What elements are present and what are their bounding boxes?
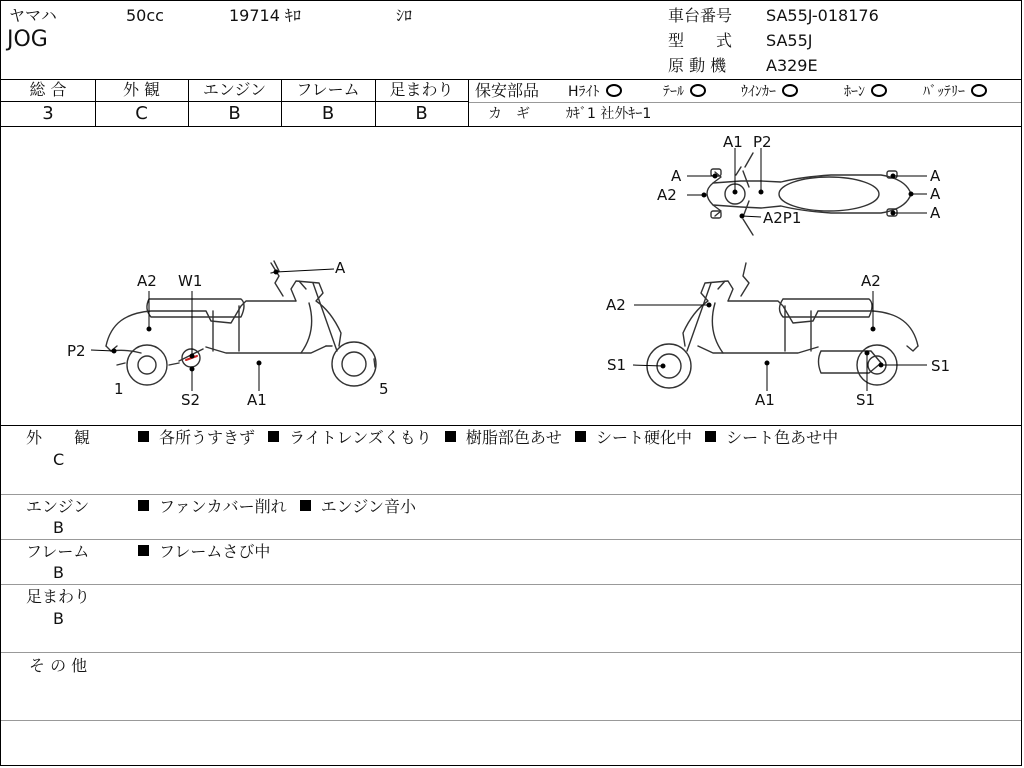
- displacement: 50cc: [126, 6, 164, 25]
- scooter-damage-diagram: [1, 127, 1022, 425]
- frame-grade: B: [321, 103, 335, 124]
- suspension-grade: B: [415, 103, 428, 124]
- note-item: エンジン音小: [320, 497, 416, 516]
- ok-circle-icon: [971, 84, 987, 97]
- damage-label: S1: [931, 357, 951, 375]
- ok-circle-icon: [606, 84, 622, 97]
- frame-no-value: SA55J-018176: [766, 6, 879, 25]
- key-label: カ ギ: [488, 106, 530, 122]
- divider: [1, 101, 469, 102]
- scooter-top-view: [707, 153, 911, 235]
- damage-label: A1: [723, 133, 743, 151]
- suspension-grade-label: 足まわり: [389, 80, 454, 99]
- divider: [1, 494, 1022, 495]
- mileage: 19714 ｷﾛ: [229, 6, 301, 25]
- damage-label: A: [930, 167, 941, 185]
- damage-label: A2: [861, 272, 881, 290]
- type-value: SA55J: [766, 31, 813, 50]
- safety-item-horn: [844, 84, 887, 99]
- type-label: 型 式: [668, 31, 733, 50]
- note-item: ファンカバー削れ: [159, 497, 287, 516]
- divider: [1, 425, 1022, 426]
- suspension-notes-grade: B: [53, 609, 64, 628]
- frame-grade-label: フレーム: [296, 80, 360, 99]
- exterior-grade-label: 外 観: [122, 80, 161, 99]
- bullet-icon: [705, 431, 716, 442]
- exterior-notes-label: 外 観: [26, 428, 91, 447]
- engine-notes-label: エンジン: [26, 497, 90, 516]
- note-item: 各所うすきず: [159, 428, 256, 447]
- damage-label: S1: [856, 391, 876, 409]
- frame-no-label: 車台番号: [668, 6, 733, 25]
- exterior-grade: C: [135, 103, 148, 124]
- safety-item-label: ﾃｰﾙ: [663, 84, 684, 100]
- divider: [1, 584, 1022, 585]
- maker-name: ヤマハ: [9, 6, 57, 25]
- bullet-icon: [445, 431, 456, 442]
- damage-label: A: [930, 204, 941, 222]
- other-notes-label: そ の 他: [29, 656, 88, 675]
- engine-grade-label: エンジン: [202, 80, 267, 99]
- bullet-icon: [138, 431, 149, 442]
- safety-item-battery: [923, 84, 987, 99]
- overall-grade-label: 総 合: [29, 80, 67, 99]
- ok-circle-icon: [690, 84, 706, 97]
- frame-notes-label: フレーム: [26, 542, 90, 561]
- divider: [1, 652, 1022, 653]
- note-item: ライトレンズくもり: [289, 428, 432, 447]
- divider: [468, 79, 469, 126]
- damage-label: S2: [181, 391, 201, 409]
- body-color: ｼﾛ: [396, 6, 413, 25]
- model-name: JOG: [7, 27, 48, 52]
- damage-label: W1: [178, 272, 203, 290]
- exterior-notes: [138, 430, 838, 446]
- safety-item-label: ｳｲﾝｶｰ: [741, 84, 776, 100]
- note-item: シート色あせ中: [726, 428, 839, 447]
- engine-notes-grade: B: [53, 518, 64, 537]
- damage-label: 5: [379, 380, 389, 398]
- note-item: 樹脂部色あせ: [465, 428, 562, 447]
- divider: [469, 102, 1022, 103]
- damage-label: A2: [137, 272, 157, 290]
- bullet-icon: [575, 431, 586, 442]
- engine-model-value: A329E: [766, 56, 818, 75]
- bullet-icon: [138, 500, 149, 511]
- damage-label: A2: [657, 186, 677, 204]
- ok-circle-icon: [871, 84, 887, 97]
- engine-model-label: 原 動 機: [668, 56, 727, 75]
- damage-label: A: [930, 185, 941, 203]
- frame-notes: [138, 544, 270, 560]
- divider: [1, 539, 1022, 540]
- safety-item-label: Hﾗｲﾄ: [568, 84, 600, 100]
- bullet-icon: [300, 500, 311, 511]
- bullet-icon: [268, 431, 279, 442]
- safety-parts-label: 保安部品: [475, 81, 540, 100]
- safety-item-winker: [741, 84, 798, 99]
- damage-label: P2: [67, 342, 86, 360]
- damage-label: A2: [606, 296, 626, 314]
- damage-label: A1: [247, 391, 267, 409]
- note-item: シート硬化中: [595, 428, 692, 447]
- bullet-icon: [138, 545, 149, 556]
- safety-item-label: ﾎｰﾝ: [844, 84, 865, 100]
- damage-label: P2: [753, 133, 772, 151]
- damage-label: A: [335, 259, 346, 277]
- damage-label: A2P1: [763, 209, 802, 227]
- ok-circle-icon: [782, 84, 798, 97]
- note-item: フレームさび中: [159, 542, 271, 561]
- divider: [1, 720, 1022, 721]
- frame-notes-grade: B: [53, 563, 64, 582]
- safety-item-label: ﾊﾞｯﾃﾘｰ: [923, 84, 965, 100]
- suspension-notes-label: 足まわり: [26, 587, 91, 606]
- damage-label: S1: [607, 356, 627, 374]
- damage-label: A: [671, 167, 682, 185]
- safety-item-taillight: [663, 84, 706, 99]
- damage-label: A1: [755, 391, 775, 409]
- engine-grade: B: [228, 103, 241, 124]
- overall-grade: 3: [42, 103, 54, 124]
- exterior-notes-grade: C: [53, 450, 65, 469]
- safety-item-headlight: [568, 84, 622, 99]
- engine-notes: [138, 499, 416, 515]
- key-value: ｶｷﾞ1 社外ｷｰ1: [566, 106, 652, 122]
- damage-label: 1: [114, 380, 124, 398]
